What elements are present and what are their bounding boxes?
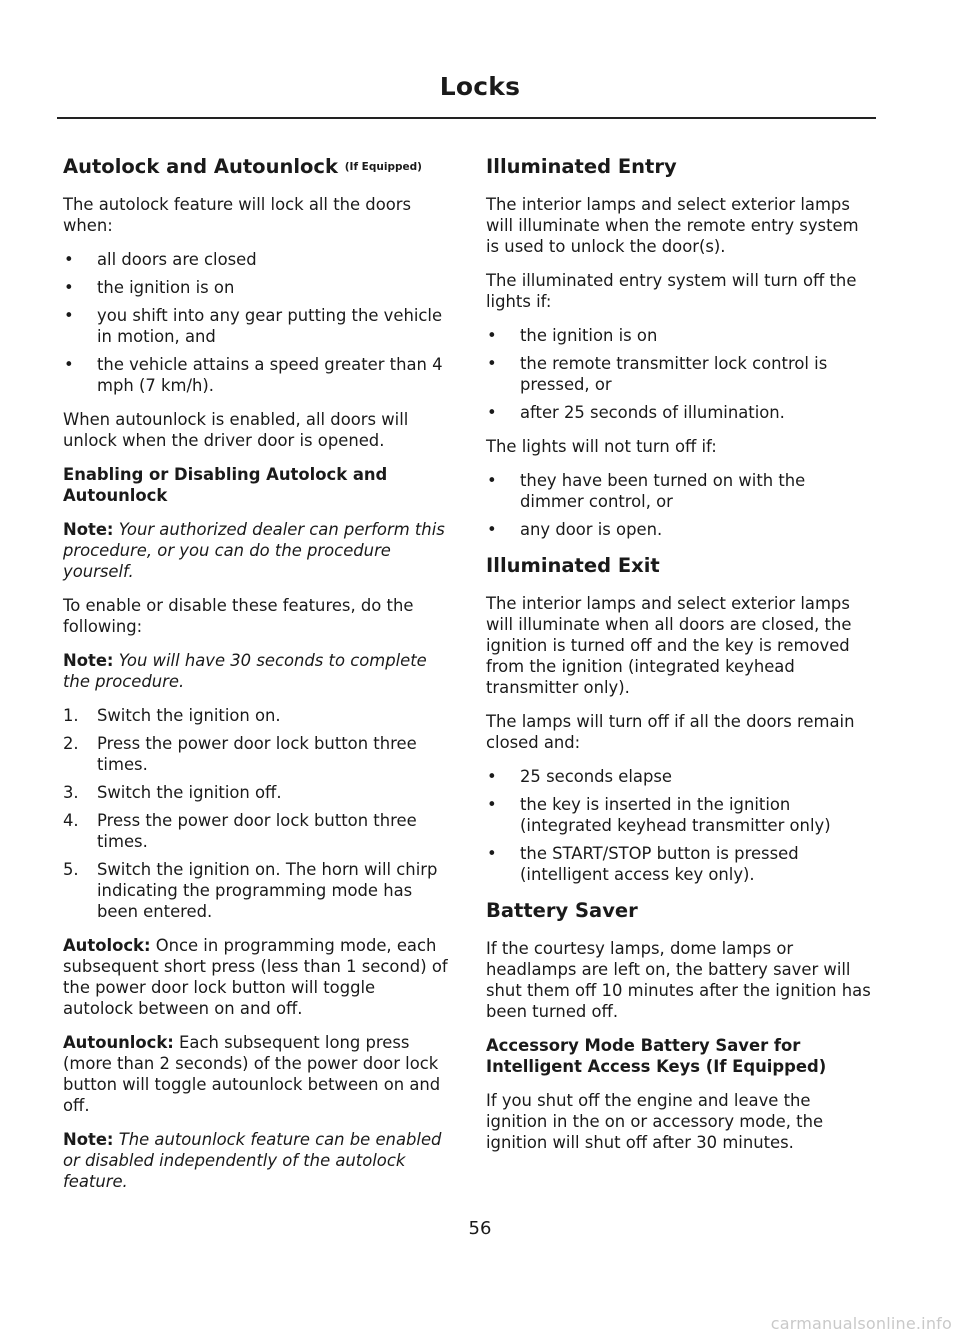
paragraph: The interior lamps and select exterior lamps will illuminate when all doors are closed, the ignition is turned off and the key is removed from the ignition (integrated keyhead transmitter only). [486, 594, 852, 697]
bullet-text: the START/STOP button is pressed (intelligent access key only). [520, 844, 799, 884]
paragraph: When autounlock is enabled, all doors will unlock when the driver door is opened. [63, 410, 409, 450]
page-title: Locks [439, 72, 521, 101]
bullet-item [486, 843, 872, 885]
bullet-marker: • [487, 795, 497, 814]
bullet-marker: • [487, 354, 497, 373]
subheading-enable-disable: Enabling or Disabling Autolock and Autounlock [63, 465, 388, 505]
bullet-list [63, 249, 449, 396]
bullet-text: 25 seconds elapse [520, 767, 672, 786]
bullet-list [486, 470, 872, 540]
bullet-item [63, 354, 449, 396]
section-heading-autolock: Autolock and Autounlock (If Equipped) [63, 155, 422, 178]
bullet-item [486, 402, 872, 423]
paragraph: If the courtesy lamps, dome lamps or headlamps are left on, the battery saver will shut them off 10 minutes after the ignition has been turned off. [486, 939, 871, 1021]
bullet-item [486, 325, 872, 346]
bullet-text: the ignition is on [97, 278, 235, 297]
bullet-item [486, 766, 872, 787]
bullet-list [486, 325, 872, 423]
autounlock-paragraph: Autounlock: Each subsequent long press (more than 2 seconds) of the power door lock button will toggle autounlock between on and off. [63, 1033, 441, 1115]
paragraph: The autolock feature will lock all the doors when: [63, 195, 412, 235]
left-column [63, 154, 449, 1205]
bullet-item [63, 305, 449, 347]
if-equipped-tag: (If Equipped) [344, 161, 422, 173]
bullet-text: they have been turned on with the dimmer control, or [520, 471, 806, 511]
subheading-accessory-mode: Accessory Mode Battery Saver for Intelligent Access Keys (If Equipped) [486, 1036, 827, 1076]
bullet-marker: • [487, 767, 497, 786]
bullet-item [486, 519, 872, 540]
bullet-item [486, 353, 872, 395]
bullet-text: the key is inserted in the ignition (integrated keyhead transmitter only) [520, 795, 831, 835]
watermark: carmanualsonline.info [770, 1314, 952, 1333]
paragraph: The illuminated entry system will turn off the lights if: [486, 271, 857, 311]
bullet-marker: • [487, 844, 497, 863]
bullet-marker: • [64, 278, 74, 297]
bullet-marker: • [487, 403, 497, 422]
bullet-text: you shift into any gear putting the vehicle in motion, and [97, 306, 443, 346]
bullet-text: the remote transmitter lock control is pressed, or [520, 354, 828, 394]
bullet-marker: • [487, 520, 497, 539]
right-column [486, 154, 872, 1166]
bullet-text: all doors are closed [97, 250, 257, 269]
bullet-item [63, 277, 449, 298]
paragraph: The lights will not turn off if: [486, 437, 717, 456]
header-divider [57, 117, 876, 119]
note: Note: The autounlock feature can be enabled or disabled independently of the autolock feature. [63, 1130, 442, 1191]
paragraph: The interior lamps and select exterior lamps will illuminate when the remote entry system is used to unlock the door(s). [486, 195, 859, 256]
bullet-list [486, 766, 872, 885]
paragraph: The lamps will turn off if all the doors remain closed and: [486, 712, 855, 752]
note: Note: Your authorized dealer can perform this procedure, or you can do the procedure yourself. [63, 520, 445, 581]
paragraph: If you shut off the engine and leave the ignition in the on or accessory mode, the ignition will shut off after 30 minutes. [486, 1091, 824, 1152]
note: Note: You will have 30 seconds to complete the procedure. [63, 651, 427, 691]
bullet-marker: • [64, 306, 74, 325]
step-item: 2. Press the power door lock button three times. [63, 734, 417, 774]
bullet-marker: • [64, 250, 74, 269]
step-item: 4. Press the power door lock button three times. [63, 811, 417, 851]
numbered-steps [63, 705, 449, 922]
bullet-text: any door is open. [520, 520, 663, 539]
bullet-text: the vehicle attains a speed greater than 4 mph (7 km/h). [97, 355, 443, 395]
bullet-item [63, 249, 449, 270]
page-number: 56 [468, 1218, 492, 1239]
autolock-paragraph: Autolock: Once in programming mode, each subsequent short press (less than 1 second) of the power door lock button will toggle autolock between on and off. [63, 936, 448, 1018]
section-heading-illuminated-entry: Illuminated Entry [486, 155, 677, 178]
step-item: 1. Switch the ignition on. [63, 706, 281, 725]
section-heading-battery-saver: Battery Saver [486, 899, 638, 922]
bullet-item [486, 794, 872, 836]
bullet-text: the ignition is on [520, 326, 658, 345]
bullet-text: after 25 seconds of illumination. [520, 403, 785, 422]
bullet-marker: • [487, 471, 497, 490]
paragraph: To enable or disable these features, do the following: [63, 596, 414, 636]
step-item: 5. Switch the ignition on. The horn will chirp indicating the programming mode has been entered. [63, 860, 438, 921]
bullet-item [486, 470, 872, 512]
bullet-marker: • [64, 355, 74, 374]
bullet-marker: • [487, 326, 497, 345]
step-item: 3. Switch the ignition off. [63, 783, 282, 802]
section-heading-illuminated-exit: Illuminated Exit [486, 554, 660, 577]
